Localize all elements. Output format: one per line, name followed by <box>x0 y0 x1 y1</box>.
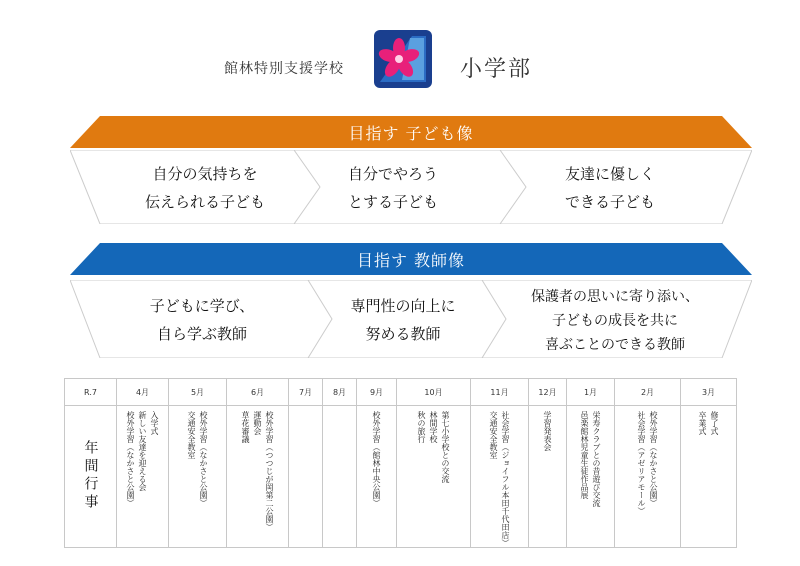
month-header: 1月 <box>567 379 615 406</box>
event: 第七小学校との交流 <box>441 411 450 483</box>
child-ideal-item-2: 自分でやろう とする子ども <box>347 165 438 211</box>
month-events <box>227 406 289 548</box>
event: 校外学習（なかさと公園） <box>649 411 658 507</box>
event: 卒業式 <box>698 411 707 435</box>
month-events <box>471 406 529 548</box>
month-header: 4月 <box>117 379 169 406</box>
month-header: 11月 <box>471 379 529 406</box>
teacher-ideal-item-1: 子どもに学び、 自ら学ぶ教師 <box>149 297 255 343</box>
event: 秋の旅行 <box>417 411 426 443</box>
month-header: 9月 <box>357 379 397 406</box>
event: 校外学習（なかさと公園） <box>199 411 208 507</box>
annual-calendar <box>64 378 737 548</box>
event: 学習発表会 <box>543 411 552 451</box>
month-header: 3月 <box>681 379 737 406</box>
month-events <box>289 406 323 548</box>
event: 校外学習（つつじが岡第二公園） <box>265 411 274 531</box>
child-ideal-item-1: 自分の気持ちを 伝えられる子ども <box>144 165 265 211</box>
event: 草花審議 <box>241 411 250 443</box>
event: 交通安全教室 <box>489 411 498 459</box>
month-header: 8月 <box>323 379 357 406</box>
month-header: 2月 <box>615 379 681 406</box>
month-events <box>323 406 357 548</box>
month-header: 6月 <box>227 379 289 406</box>
event: 新しい友達を迎える会 <box>138 411 147 491</box>
event: 校外学習（なかさと公園） <box>126 411 135 507</box>
month-header: 5月 <box>169 379 227 406</box>
teacher-ideal-title: 目指す 教師像 <box>356 251 466 270</box>
child-ideal-title: 目指す 子ども像 <box>348 124 474 143</box>
month-events <box>357 406 397 548</box>
calendar-events-row <box>65 406 737 548</box>
school-name: 館林特別支援学校 <box>224 61 344 77</box>
event: 社会学習（ジョイフル本田千代田店） <box>501 411 510 547</box>
row-label: 年間行事 <box>65 406 117 548</box>
event: 交通安全教室 <box>187 411 196 459</box>
month-events <box>615 406 681 548</box>
event: 林間学校 <box>429 411 438 443</box>
event: 栄寿クラブとの昔遊び交流 <box>592 411 601 507</box>
month-events <box>169 406 227 548</box>
month-header: 7月 <box>289 379 323 406</box>
teacher-ideal-item-3: 保護者の思いに寄り添い、 子どもの成長を共に 喜ぶことのできる教師 <box>531 289 699 353</box>
calendar-header-row <box>65 379 737 406</box>
event: 邑楽館林児童生徒作品展 <box>580 411 589 499</box>
year-label: R.7 <box>65 379 117 406</box>
event: 修了式 <box>710 411 719 435</box>
school-logo-icon <box>372 28 434 90</box>
event: 入学式 <box>150 411 159 435</box>
month-events <box>681 406 737 548</box>
month-events <box>567 406 615 548</box>
event: 運動会 <box>253 411 262 435</box>
month-events <box>529 406 567 548</box>
event: 校外学習（館林中央公園） <box>372 411 381 507</box>
department-name: 小学部 <box>460 57 533 82</box>
month-header: 10月 <box>397 379 471 406</box>
month-header: 12月 <box>529 379 567 406</box>
child-ideal-item-3: 友達に優しく できる子ども <box>564 165 655 211</box>
event: 社会学習（アゼリアモール） <box>637 411 646 515</box>
month-events <box>117 406 169 548</box>
month-events <box>397 406 471 548</box>
teacher-ideal-item-2: 専門性の向上に 努める教師 <box>350 297 456 343</box>
